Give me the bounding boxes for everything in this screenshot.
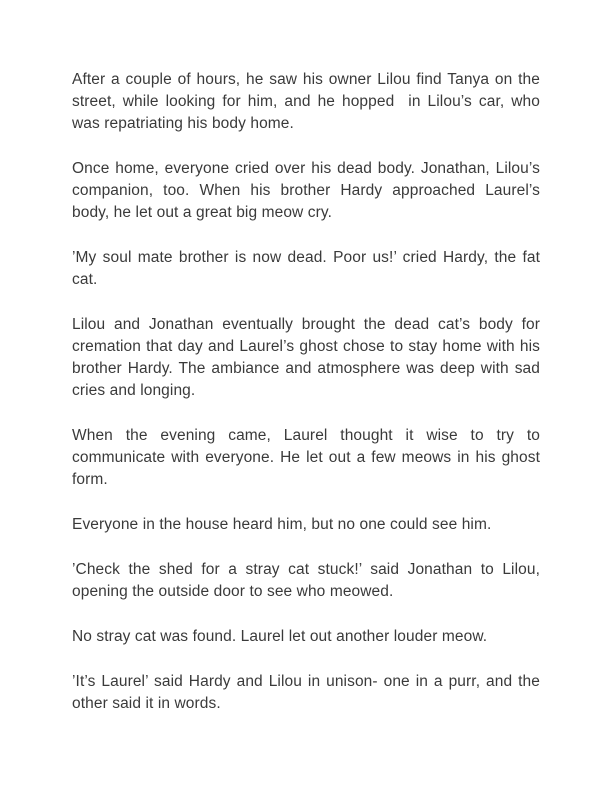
paragraph: ’My soul mate brother is now dead. Poor us!’ cried Hardy, the fat cat. [72,249,540,288]
paragraph: After a couple of hours, he saw his owner Lilou find Tanya on the street, while looking for him, and he hopped in Lilou’s car, who was repatriating his body home. [72,71,540,132]
paragraph: No stray cat was found. Laurel let out another louder meow. [72,628,488,645]
paragraph: ’Check the shed for a stray cat stuck!’ said Jonathan to Lilou, opening the outside door to see who meowed. [72,561,540,600]
paragraph: Everyone in the house heard him, but no one could see him. [72,516,492,533]
story-text-block [72,69,540,715]
paragraph: When the evening came, Laurel thought it wise to try to communicate with everyone. He let out a few meows in his ghost form. [72,427,540,488]
paragraph: Once home, everyone cried over his dead body. Jonathan, Lilou’s companion, too. When his brother Hardy approached Laurel’s body, he let out a great big meow cry. [72,160,540,221]
paragraph: ’It’s Laurel’ said Hardy and Lilou in unison- one in a purr, and the other said it in words. [72,673,540,712]
paragraph: Lilou and Jonathan eventually brought the dead cat’s body for cremation that day and Laurel’s ghost chose to stay home with his brother Hardy. The ambiance and atmosphere was deep with sad cries and longing. [72,316,540,399]
